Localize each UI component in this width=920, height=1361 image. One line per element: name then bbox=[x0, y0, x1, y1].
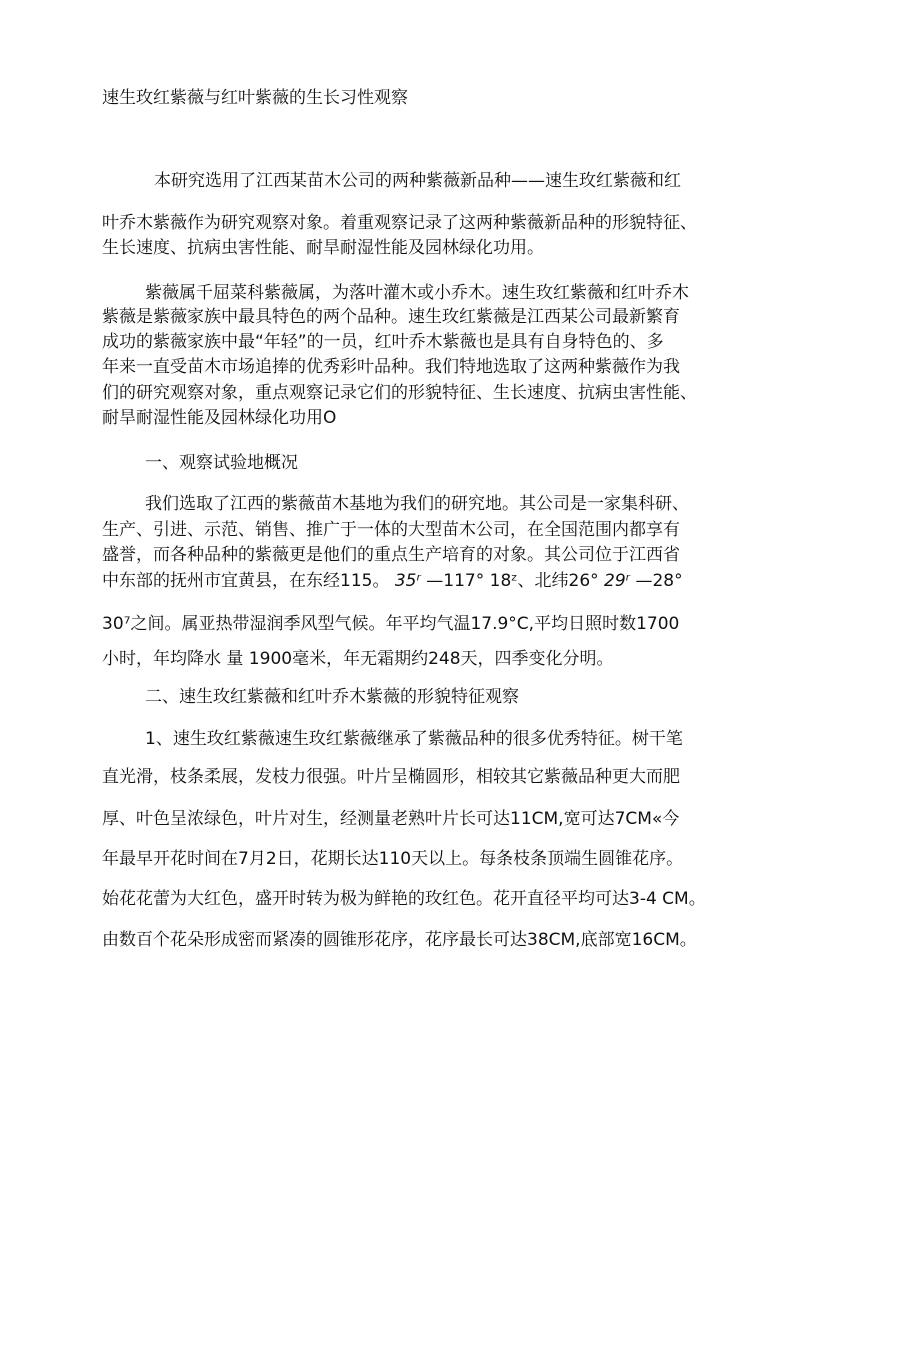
intro-line: 紫薇是紫薇家族中最具特色的两个品种。速生玫红紫薇是江西某公司最新繁育 bbox=[102, 307, 680, 327]
abstract-line: 本研究选用了江西某苗木公司的两种紫薇新品种——速生玫红紫薇和红 bbox=[154, 171, 681, 191]
coordinate-minutes: 35ʳ bbox=[394, 571, 421, 591]
section2-line: 厚、叶色呈浓绿色，叶片对生，经测量老熟叶片长可达11CM,宽可达7CM«今 bbox=[102, 809, 680, 829]
section2-line: 年最早开花时间在7月2日，花期长达110天以上。每条枝条顶端生圆锥花序。 bbox=[102, 849, 684, 869]
section1-line: 小时，年均降水 量 1900毫米，年无霜期约248天，四季变化分明。 bbox=[102, 649, 614, 669]
section1-line: 盛誉，而各种品种的紫薇更是他们的重点生产培育的对象。其公司位于江西省 bbox=[102, 545, 680, 565]
intro-line: 紫薇属千屈菜科紫薇属，为落叶灌木或小乔木。速生玫红紫薇和红叶乔木 bbox=[145, 283, 689, 303]
section1-line: 我们选取了江西的紫薇苗木基地为我们的研究地。其公司是一家集科研、 bbox=[145, 494, 689, 514]
coordinate-minutes: 29ʳ bbox=[604, 571, 631, 591]
intro-line: 们的研究观察对象，重点观察记录它们的形貌特征、生长速度、抗病虫害性能、 bbox=[102, 383, 697, 403]
section1-line-coordinates bbox=[102, 570, 683, 592]
intro-line: 耐旱耐湿性能及园林绿化功用O bbox=[102, 408, 337, 428]
section2-line: 始花花蕾为大红色，盛开时转为极为鲜艳的玫红色。花开直径平均可达3-4 CM。 bbox=[102, 889, 706, 909]
section2-line: 由数百个花朵形成密而紧凑的圆锥形花序，花序最长可达38CM,底部宽16CM。 bbox=[102, 930, 697, 950]
section-heading: 二、速生玫红紫薇和红叶乔木紫薇的形貌特征观察 bbox=[145, 687, 519, 707]
section1-line: 30⁷之间。属亚热带湿润季风型气候。年平均气温17.9°C,平均日照时数1700 bbox=[102, 614, 680, 634]
coordinate-text: —28° bbox=[635, 571, 683, 591]
page-title: 速生玫红紫薇与红叶紫薇的生长习性观察 bbox=[102, 88, 408, 108]
abstract-line: 生长速度、抗病虫害性能、耐旱耐湿性能及园林绿化功用。 bbox=[102, 238, 544, 258]
intro-line: 成功的紫薇家族中最“年轻”的一员，红叶乔木紫薇也是具有自身特色的、多 bbox=[102, 332, 664, 352]
section-heading: 一、观察试验地概况 bbox=[145, 453, 298, 473]
section2-line: 1、速生玫红紫薇速生玫红紫薇继承了紫薇品种的很多优秀特征。树干笔 bbox=[145, 729, 683, 749]
coordinate-text: 中东部的抚州市宜黄县，在东经115。 bbox=[102, 571, 390, 591]
intro-line: 年来一直受苗木市场追捧的优秀彩叶品种。我们特地选取了这两种紫薇作为我 bbox=[102, 357, 680, 377]
section1-line: 生产、引进、示范、销售、推广于一体的大型苗木公司，在全国范围内都享有 bbox=[102, 520, 680, 540]
abstract-line: 叶乔木紫薇作为研究观察对象。着重观察记录了这两种紫薇新品种的形貌特征、 bbox=[102, 213, 697, 233]
section2-line: 直光滑，枝条柔展，发枝力很强。叶片呈椭圆形，相较其它紫薇品种更大而肥 bbox=[102, 767, 680, 787]
coordinate-text: —117° 18ᶻ、北纬26° bbox=[426, 571, 599, 591]
